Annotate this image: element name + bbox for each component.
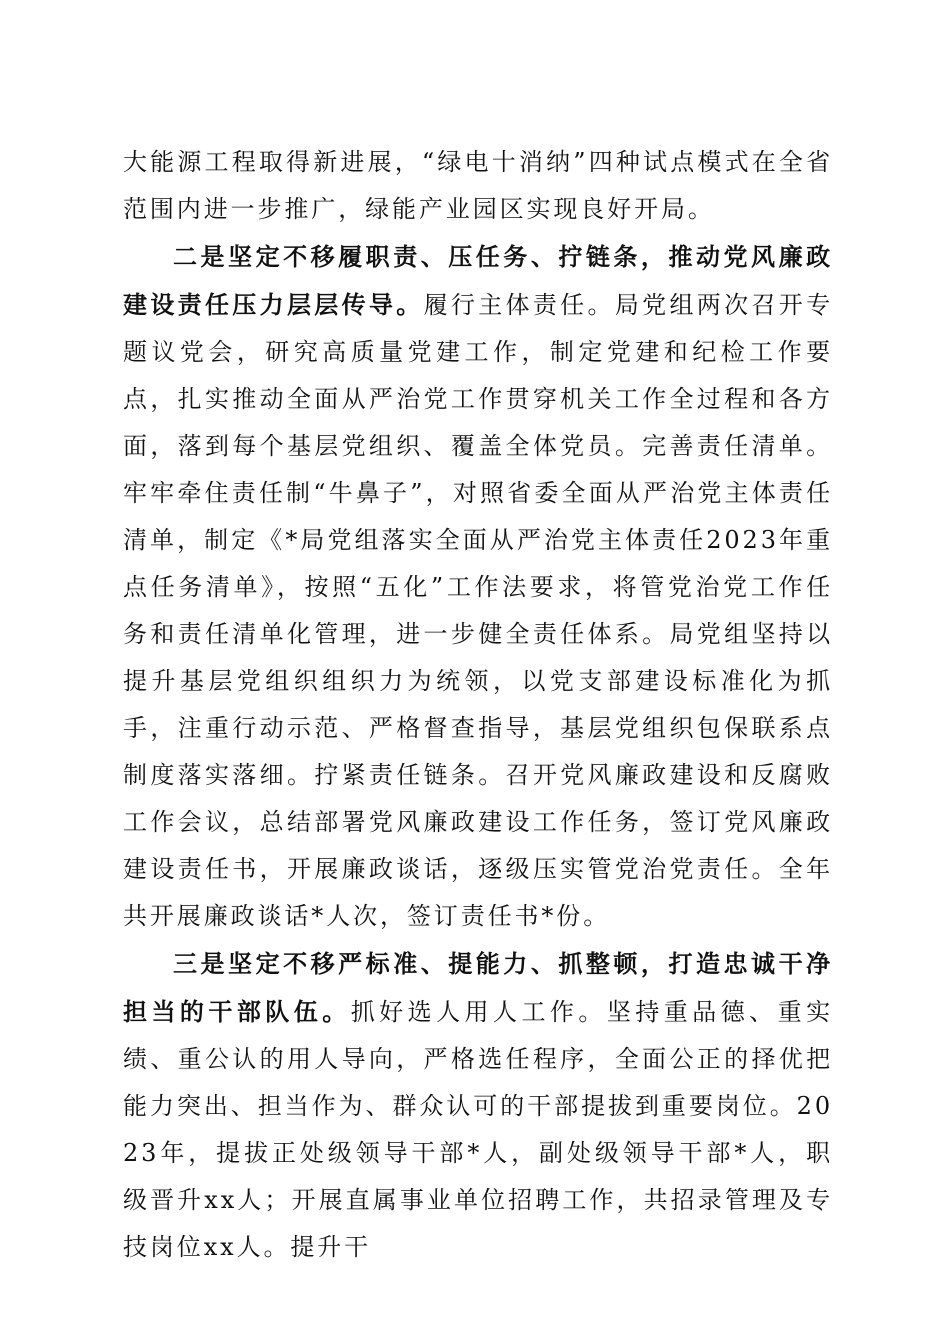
paragraph-cadre-team — [123, 940, 833, 1271]
paragraph-lead-heading: 二是坚定不移履职责、压任务、拧链条，推动党风廉政建设责任压力层层传导。 — [123, 242, 833, 319]
paragraph-text: 大能源工程取得新进展，“绿电十消纳”四种试点模式在全省范围内进一步推广，绿能产业园区实现良好开局。 — [123, 148, 833, 223]
paragraph-lead-heading: 三是坚定不移严标准、提能力、抓整顿，打造忠诚干净担当的干部队伍。 — [123, 949, 833, 1026]
document-body — [123, 139, 833, 1271]
paragraph-text: 履行主体责任。局党组两次召开专题议党会，研究高质量党建工作，制定党建和纪检工作要点，扎实推动全面从严治党工作贯穿机关工作全过程和各方面，落到每个基层党组织、覆盖全体党员。完善责任清单。牢牢牵住责任制“牛鼻子”，对照省委全面从严治党主体责任清单，制定《*局党组落实全面从严治党主体责任2023年重点任务清单》，按照“五化”工作法要求，将管党治党工作任务和责任清单化管理，进一步健全责任体系。局党组坚持以提升基层党组织组织力为统领，以党支部建设标准化为抓手，注重行动示范、严格督查指导，基层党组织包保联系点制度落实落细。拧紧责任链条。召开党风廉政建设和反腐败工作会议，总结部署党风廉政建设工作任务，签订党风廉政建设责任书，开展廉政谈话，逐级压实管党治党责任。全年共开展廉政谈话*人次，签订责任书*份。 — [123, 291, 833, 930]
paragraph-text: 抓好选人用人工作。坚持重品德、重实绩、重公认的用人导向，严格选任程序，全面公正的择优把能力突出、担当作为、群众认可的干部提拔到重要岗位。2023年，提拔正处级领导干部*人，副处级领导干部*人，职级晋升xx人；开展直属事业单位招聘工作，共招录管理及专技岗位xx人。提升干 — [123, 998, 833, 1261]
paragraph-continuation — [123, 139, 833, 233]
paragraph-responsibility — [123, 233, 833, 940]
